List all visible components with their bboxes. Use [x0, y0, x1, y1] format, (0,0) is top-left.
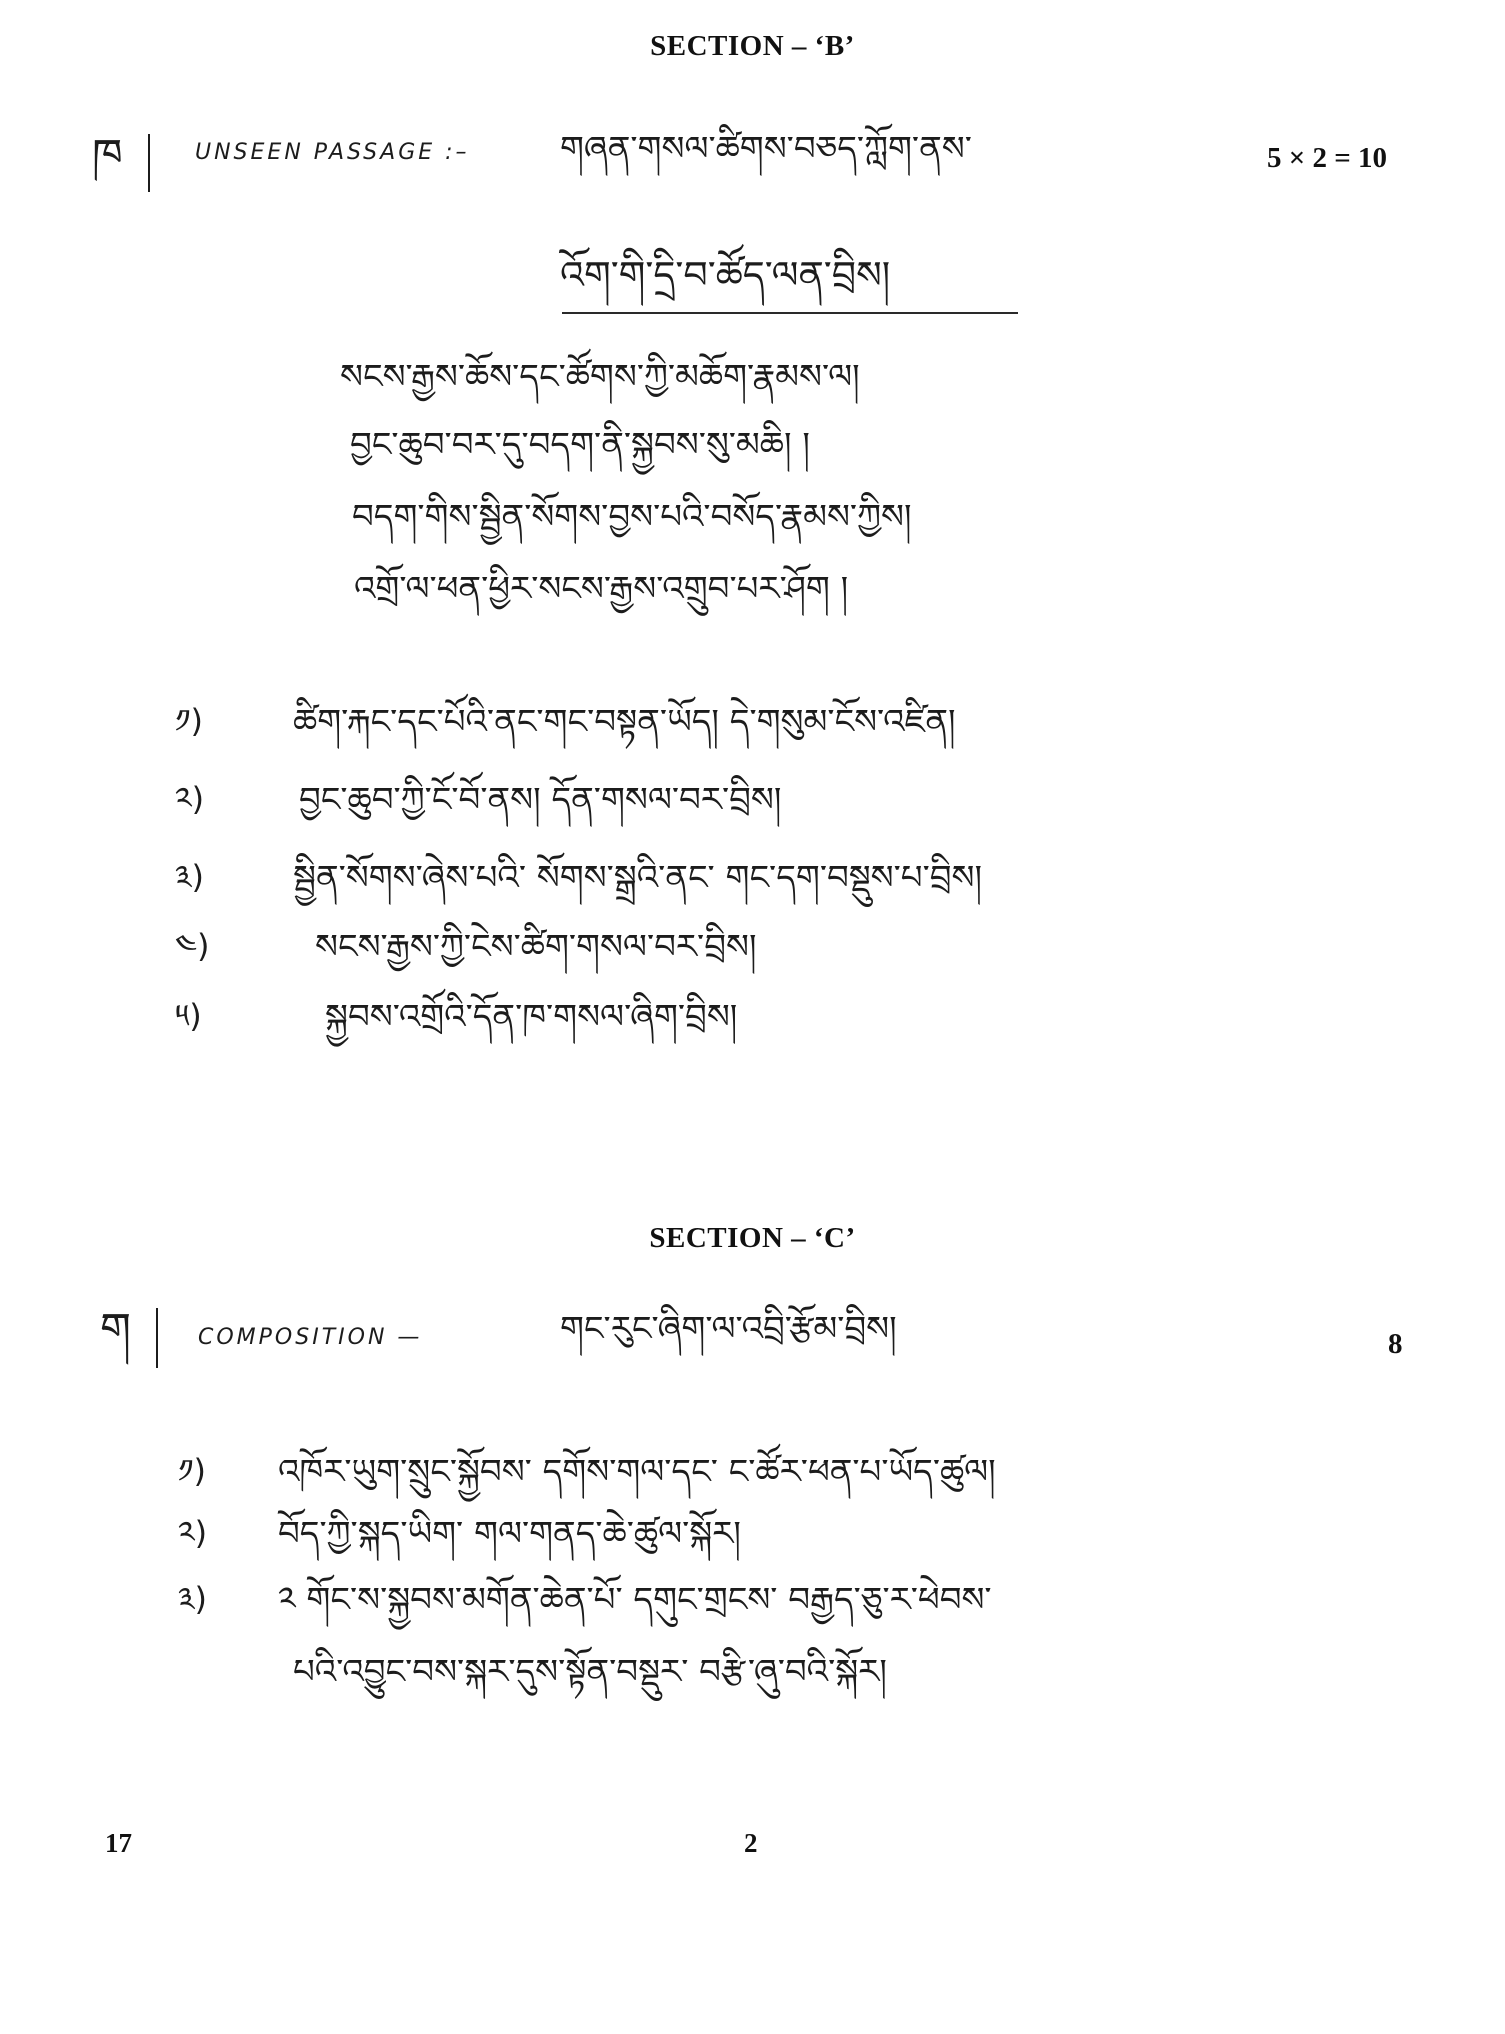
question-number: ༥) — [175, 997, 202, 1035]
question-text: བྱང་ཆུབ་ཀྱི་ངོ་བོ་ནས། དོན་གསལ་བར་བྲིས། — [299, 780, 782, 820]
passage-line: འགྲོ་ལ་ཕན་ཕྱིར་སངས་རྒྱས་འགྲུབ་པར་ཤོག ། — [354, 569, 849, 609]
question-number: ༤) — [175, 927, 210, 965]
question-number: ༣) — [175, 858, 204, 896]
question-number: ༡) — [178, 1452, 206, 1490]
section-c-instruction: གང་རུང་ཞིག་ལ་འབྲི་རྩོམ་བྲིས། — [560, 1309, 897, 1349]
question-number: ༢) — [178, 1514, 208, 1552]
section-b-instruction: གཞན་གསལ་ཚིགས་བཅད་ཀློག་ནས་ — [560, 129, 972, 169]
passage-line: བདག་གིས་སྦྱིན་སོགས་བྱས་པའི་བསོད་རྣམས་ཀྱིས། — [352, 497, 912, 537]
passage-title-underline — [562, 312, 1018, 314]
question-text: ༢ གོང་ས་སྐྱབས་མགོན་ཆེན་པོ་ དགུང་གྲངས་ བརྒྱད་ཅུ་ར་ཕེབས་ — [278, 1580, 992, 1620]
section-b-heading: SECTION – ‘B’ — [650, 30, 855, 62]
page-number: 2 — [744, 1828, 758, 1858]
question-number: ༢) — [175, 780, 205, 818]
composition-label: COMPOSITION — — [198, 1325, 423, 1350]
section-c-marks: 8 — [1388, 1328, 1403, 1360]
paper-code: 17 — [105, 1828, 132, 1858]
passage-title: འོག་གི་དྲི་བ་ཚོད་ལན་བྲིས། — [560, 253, 891, 297]
question-text: འཁོར་ཡུག་སྲུང་སྐྱོབས་ དགོས་གལ་དང་ ང་ཚོར་ཕན་པ་ཡོད་ཚུལ། — [278, 1452, 996, 1492]
passage-line: བྱང་ཆུབ་བར་དུ་བདག་ནི་སྐྱབས་སུ་མཆི། ། — [350, 425, 810, 465]
question-text: སྐྱབས་འགྲོའི་དོན་ཁ་གསལ་ཞིག་བྲིས། — [325, 997, 738, 1037]
question-number: ༣) — [178, 1580, 207, 1618]
section-c-heading: SECTION – ‘C’ — [649, 1222, 856, 1254]
question-text: སངས་རྒྱས་ཀྱི་ངེས་ཚིག་གསལ་བར་བྲིས། — [315, 927, 757, 967]
question-b-label: ཁ — [92, 130, 123, 181]
question-text-continued: པའི་འབྱུང་བས་སྐར་དུས་སྟོན་བསྡུར་ བརྩི་ཞུ་བའི་སྐོར། — [293, 1652, 887, 1692]
question-text: བོད་ཀྱི་སྐད་ཡིག་ གལ་གནད་ཆེ་ཚུལ་སྐོར། — [278, 1514, 741, 1554]
question-c-label: ག — [100, 1304, 131, 1355]
passage-line: སངས་རྒྱས་ཆོས་དང་ཚོགས་ཀྱི་མཆོག་རྣམས་ལ། — [340, 357, 860, 397]
question-c-bracket — [156, 1308, 158, 1368]
question-b-bracket — [148, 134, 150, 192]
question-text: ཚིག་རྐང་དང་པོའི་ནང་གང་བསྟན་ཡོད། དེ་གསུམ་ངོས་འཛིན། — [293, 702, 956, 742]
question-number: ༡) — [175, 702, 203, 740]
question-text: སྦྱིན་སོགས་ཞེས་པའི་ སོགས་སྒྲའི་ནང་ གང་དག་བསྡུས་པ་བྲིས། — [293, 858, 982, 898]
section-b-marks: 5 × 2 = 10 — [1267, 142, 1388, 174]
unseen-passage-label: UNSEEN PASSAGE :– — [195, 140, 470, 165]
